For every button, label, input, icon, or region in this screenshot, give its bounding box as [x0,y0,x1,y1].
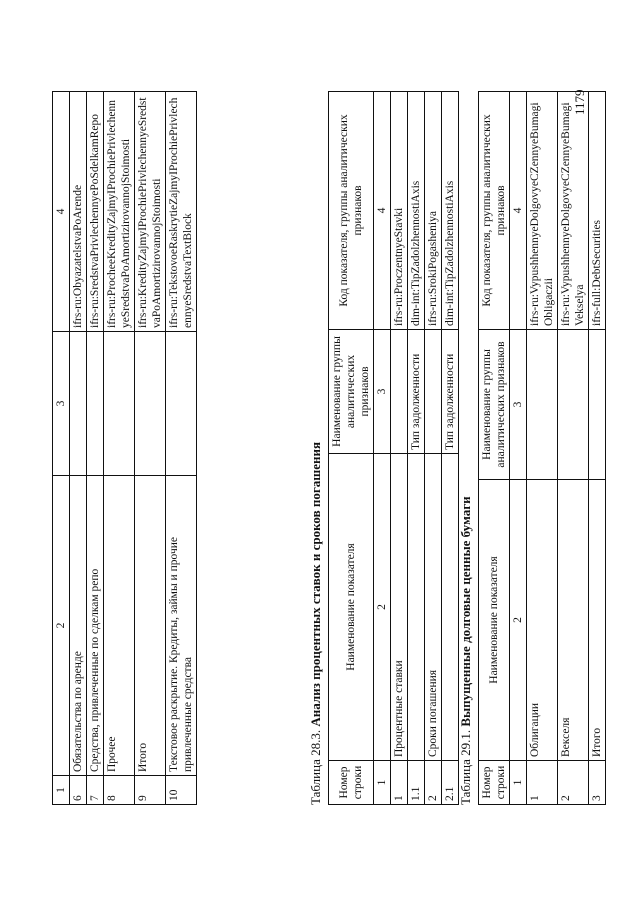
table-caption [458,496,474,805]
indicator-name: Векселя [558,480,589,761]
row-number: 7 [87,776,104,805]
table-row [391,92,408,805]
column-header: Код показателя, группы аналитических признаков [479,92,510,330]
table-row [589,92,606,805]
column-header: Наименование показателя [329,454,374,761]
indicator-code: ifrs-ru:SrokiPogasheniya [425,92,442,330]
row-number: 1 [527,761,558,805]
column-number: 4 [510,92,527,330]
column-number: 4 [53,92,70,332]
column-header: Номер строки [329,761,374,805]
table-row [104,92,135,805]
indicator-code: ifrs-ru:SredstvaPrivlechennyePoSdelkamRepo [87,92,104,332]
caption-title: Выпущенные долговые ценные бумаги [458,496,473,727]
row-number: 2 [425,761,442,805]
table-row [70,92,87,805]
indicator-name: Прочее [104,476,135,776]
indicator-code: ifrs-ru:ProczentnyeStavki [391,92,408,330]
column-number: 3 [53,332,70,476]
indicator-code: ifrs-full:DebtSecurities [589,92,606,330]
indicator-name: Средства, привлеченные по сделкам репо [87,476,104,776]
column-number: 1 [510,761,527,805]
indicator-name: Итого [135,476,166,776]
row-number: 9 [135,776,166,805]
table-row [87,92,104,805]
group-name [558,330,589,480]
borrowings-table-continued [52,91,197,805]
group-name [166,332,197,476]
row-number: 8 [104,776,135,805]
column-number: 3 [374,330,391,454]
column-number: 2 [510,480,527,761]
indicator-code: ifrs-ru:KredityZajmyIProchiePrivlechennyeSredstvaPoAmortizirovannojStoimosti [135,92,166,332]
table-row [425,92,442,805]
column-number: 3 [510,330,527,480]
column-number-row [53,92,70,805]
caption-title: Анализ процентных ставок и сроков погашения [308,441,323,727]
table-header-row [479,92,510,805]
column-header: Наименование группы аналитических признаков [329,330,374,454]
column-number: 4 [374,92,391,330]
row-number: 1 [391,761,408,805]
indicator-code: ifrs-ru:TekstovoeRaskrytieZajmyIProchiePrivlechennyeSredstvaTextBlock [166,92,197,332]
group-name [589,330,606,480]
group-name [104,332,135,476]
table-row [558,92,589,805]
indicator-code: ifrs-ru:VypushhennyeDolgovyeCZennyeBumagiVekselya [558,92,589,330]
column-number-row [374,92,391,805]
row-number: 2.1 [442,761,459,805]
column-number: 2 [374,454,391,761]
indicator-name: Текстовое раскрытие. Кредиты, займы и прочие привлеченные средства [166,476,197,776]
table-header-row [329,92,374,805]
column-header: Наименование группы аналитических признаков [479,330,510,480]
column-header: Номер строки [479,761,510,805]
group-name [425,330,442,454]
row-number: 2 [558,761,589,805]
indicator-name [408,454,425,761]
column-number: 1 [374,761,391,805]
group-name: Тип задолженности [442,330,459,454]
indicator-code: ifrs-ru:ObyazatelstvaPoArende [70,92,87,332]
group-name [70,332,87,476]
row-number: 6 [70,776,87,805]
table-row [166,92,197,805]
indicator-name: Облигации [527,480,558,761]
row-number: 1.1 [408,761,425,805]
group-name [87,332,104,476]
column-number: 2 [53,476,70,776]
indicator-code: ifrs-ru:ProcheeKredityZajmyIProchiePrivlechennyeSredstvaPoAmortizirovannojStoimosti [104,92,135,332]
indicator-name [442,454,459,761]
group-name: Тип задолженности [408,330,425,454]
group-name [135,332,166,476]
column-number: 1 [53,776,70,805]
indicator-name: Процентные ставки [391,454,408,761]
table-row [135,92,166,805]
indicator-code: dim-int:TipZadolzhennostiAxis [442,92,459,330]
column-number-row [510,92,527,805]
table-row [442,92,459,805]
table-row [527,92,558,805]
group-name [527,330,558,480]
indicator-code: dim-int:TipZadolzhennostiAxis [408,92,425,330]
indicator-name: Итого [589,480,606,761]
row-number: 10 [166,776,197,805]
table-caption [308,442,324,805]
indicator-name: Обязательства по аренде [70,476,87,776]
caption-prefix: Таблица 28.3. [308,729,323,805]
table-row [408,92,425,805]
indicator-name: Сроки погашения [425,454,442,761]
interest-rates-maturity-table [328,91,459,805]
row-number: 3 [589,761,606,805]
column-header: Наименование показателя [479,480,510,761]
group-name [391,330,408,454]
page-number: 1179 [572,89,587,115]
column-header: Код показателя, группы аналитических признаков [329,92,374,330]
indicator-code: ifrs-ru:VypushhennyeDolgovyeCZennyeBumagiObligaczii [527,92,558,330]
debt-securities-table [478,91,606,805]
caption-prefix: Таблица 29.1. [458,729,473,805]
